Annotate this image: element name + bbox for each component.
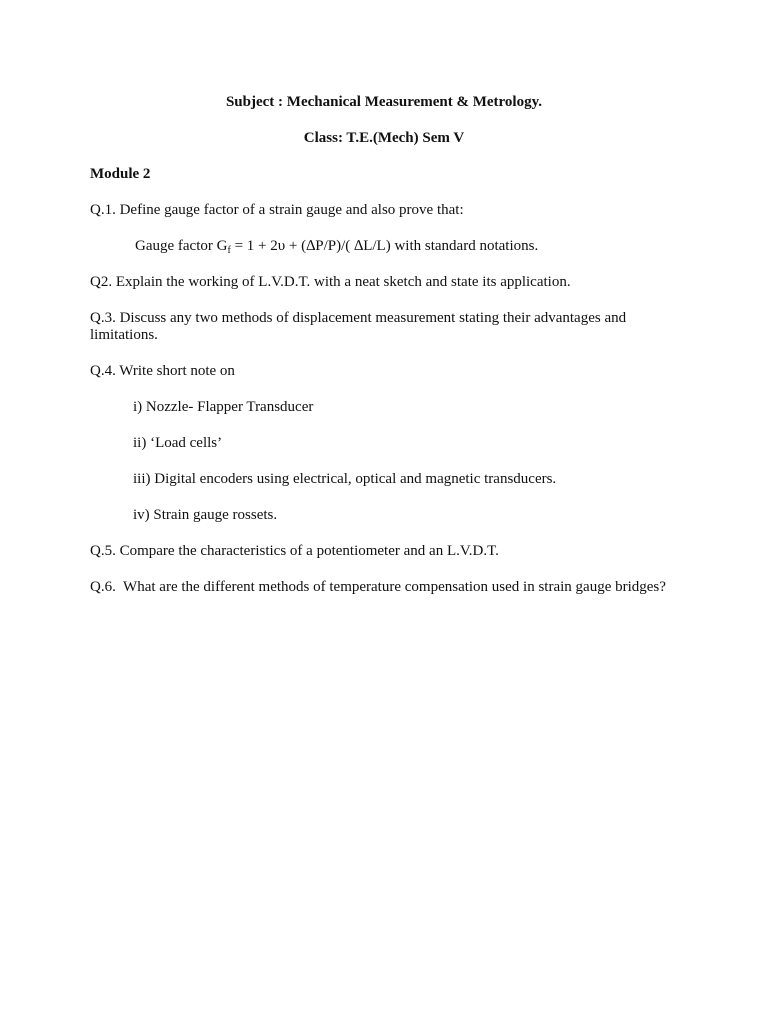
formula-prefix: Gauge factor G: [135, 238, 228, 254]
question-5: Q.5. Compare the characteristics of a potentiometer and an L.V.D.T.: [90, 543, 499, 559]
module-heading: Module 2: [90, 166, 151, 182]
question-4-item: ii) ‘Load cells’: [133, 435, 223, 451]
question-4-item: iv) Strain gauge rossets.: [133, 507, 278, 523]
document-body: [0, 94, 768, 615]
gauge-factor-formula: [0, 238, 768, 255]
question-3: Q.3. Discuss any two methods of displacement measurement stating their advantages and limitations.: [90, 310, 627, 343]
formula-suffix: = 1 + 2υ + (∆P/P)/( ∆L/L) with standard notations.: [230, 238, 539, 254]
question-4-item: iii) Digital encoders using electrical, optical and magnetic transducers.: [133, 471, 557, 487]
formula-subscript: f: [227, 245, 231, 256]
question-1: Q.1. Define gauge factor of a strain gauge and also prove that:: [90, 202, 464, 218]
question-6: Q.6. What are the different methods of temperature compensation used in strain gauge bridges?: [90, 579, 666, 595]
subject-title: Subject : Mechanical Measurement & Metrology.: [225, 94, 543, 110]
class-title: Class: T.E.(Mech) Sem V: [303, 130, 465, 146]
question-4: Q.4. Write short note on: [90, 363, 235, 379]
question-4-item: i) Nozzle- Flapper Transducer: [133, 399, 314, 415]
question-2: Q2. Explain the working of L.V.D.T. with a neat sketch and state its application.: [90, 274, 571, 290]
